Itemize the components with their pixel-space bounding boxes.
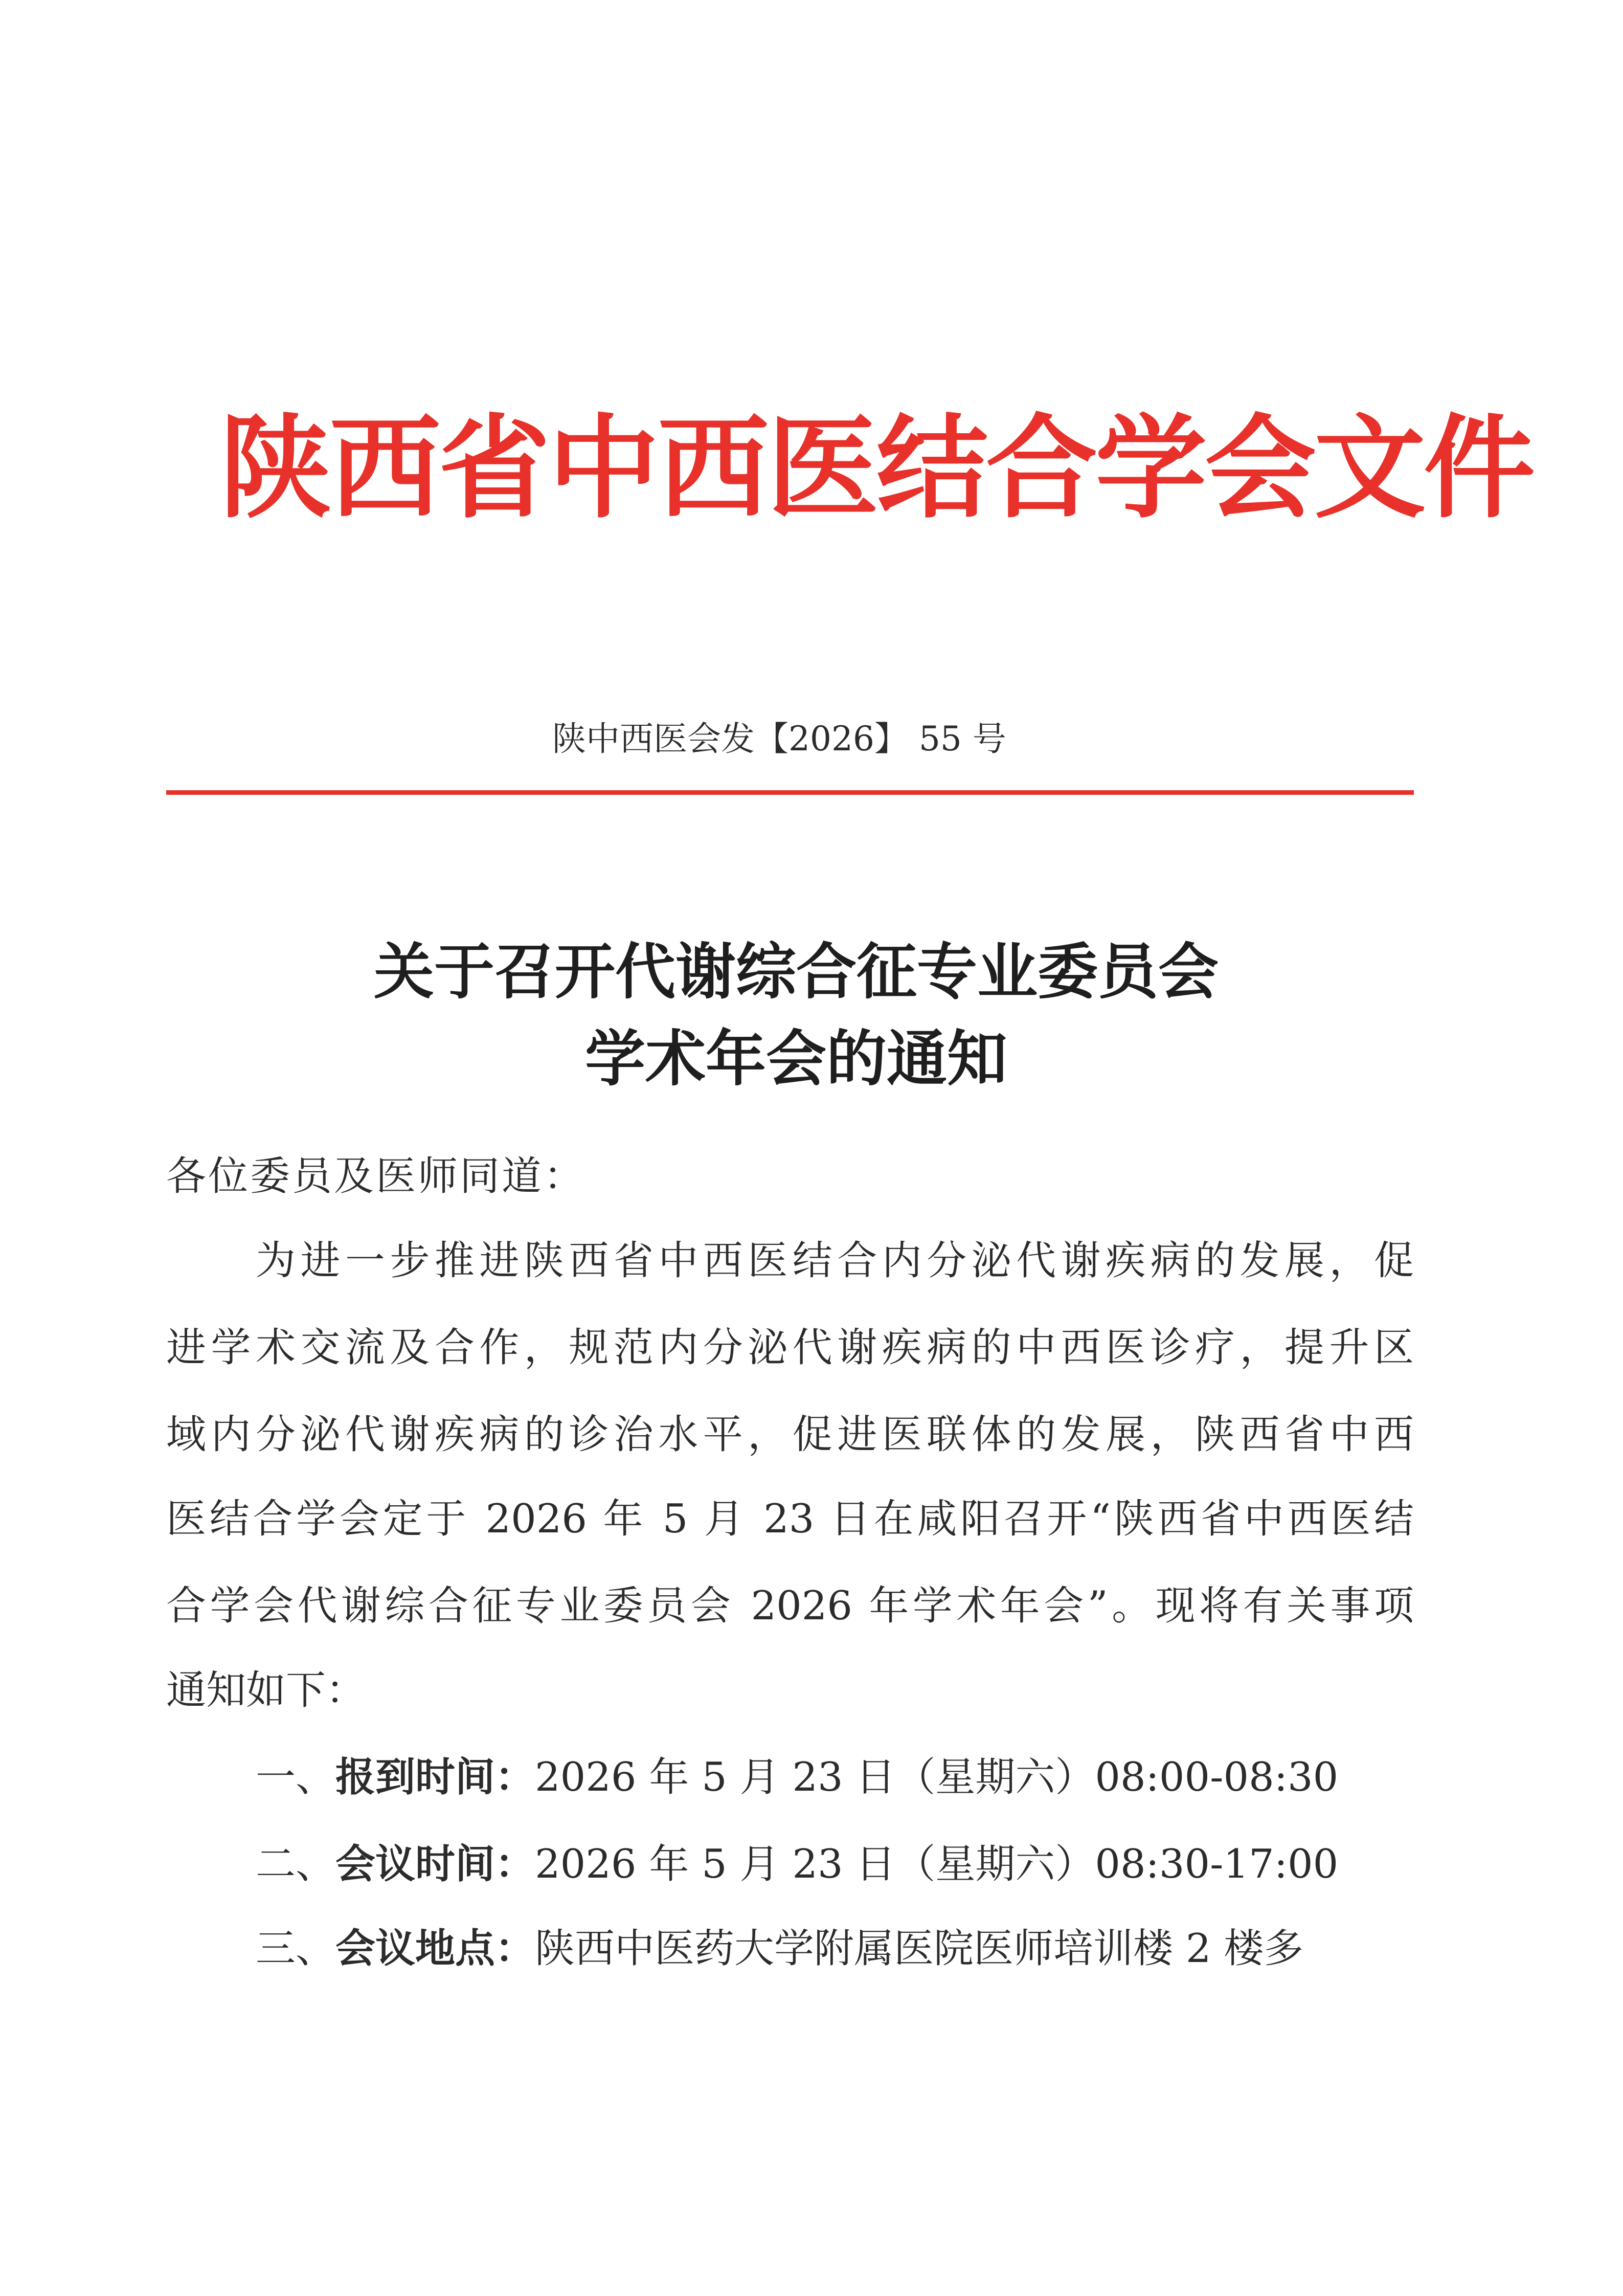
salutation: 各位委员及医师同道：: [166, 1153, 586, 1199]
item-prefix: 二、: [256, 1841, 336, 1887]
item-label: 报到时间：: [335, 1754, 535, 1800]
item-value: 2026 年 5 月 23 日（星期六）08:30-17:00: [535, 1841, 1339, 1887]
item-label: 会议时间：: [335, 1841, 535, 1887]
item-meeting-time: [256, 1836, 1338, 1892]
header-divider: [166, 790, 1414, 795]
body-line: 通知如下：: [166, 1667, 366, 1713]
item-label: 会议地点：: [335, 1925, 535, 1972]
body-line: 合学会代谢综合征专业委员会 2026 年学术年会”。现将有关事项: [166, 1583, 1414, 1629]
document-number: 陕中西医会发【2026】 55 号: [552, 719, 1006, 759]
item-prefix: 一、: [256, 1754, 336, 1800]
body-line: 进学术交流及合作，规范内分泌代谢疾病的中西医诊疗，提升区: [166, 1325, 1414, 1371]
organization-header: 陕西省中西医结合学会文件: [220, 403, 1533, 533]
body-line: 为进一步推进陕西省中西医结合内分泌代谢疾病的发展，促: [256, 1238, 1414, 1284]
item-value: 2026 年 5 月 23 日（星期六）08:00-08:30: [535, 1754, 1339, 1800]
body-line: 医结合学会定于 2026 年 5 月 23 日在咸阳召开“陕西省中西医结: [166, 1496, 1414, 1542]
item-value: 陕西中医药大学附属医院医师培训楼 2 楼多: [535, 1926, 1304, 1972]
body-line: 域内分泌代谢疾病的诊治水平，促进医联体的发展，陕西省中西: [166, 1412, 1414, 1458]
notice-title-line-1: 关于召开代谢综合征专业委员会: [373, 936, 1219, 1007]
item-meeting-location: [256, 1921, 1303, 1977]
item-registration-time: [256, 1749, 1338, 1805]
item-prefix: 三、: [256, 1926, 336, 1972]
notice-title-line-2: 学术年会的通知: [584, 1023, 1007, 1094]
